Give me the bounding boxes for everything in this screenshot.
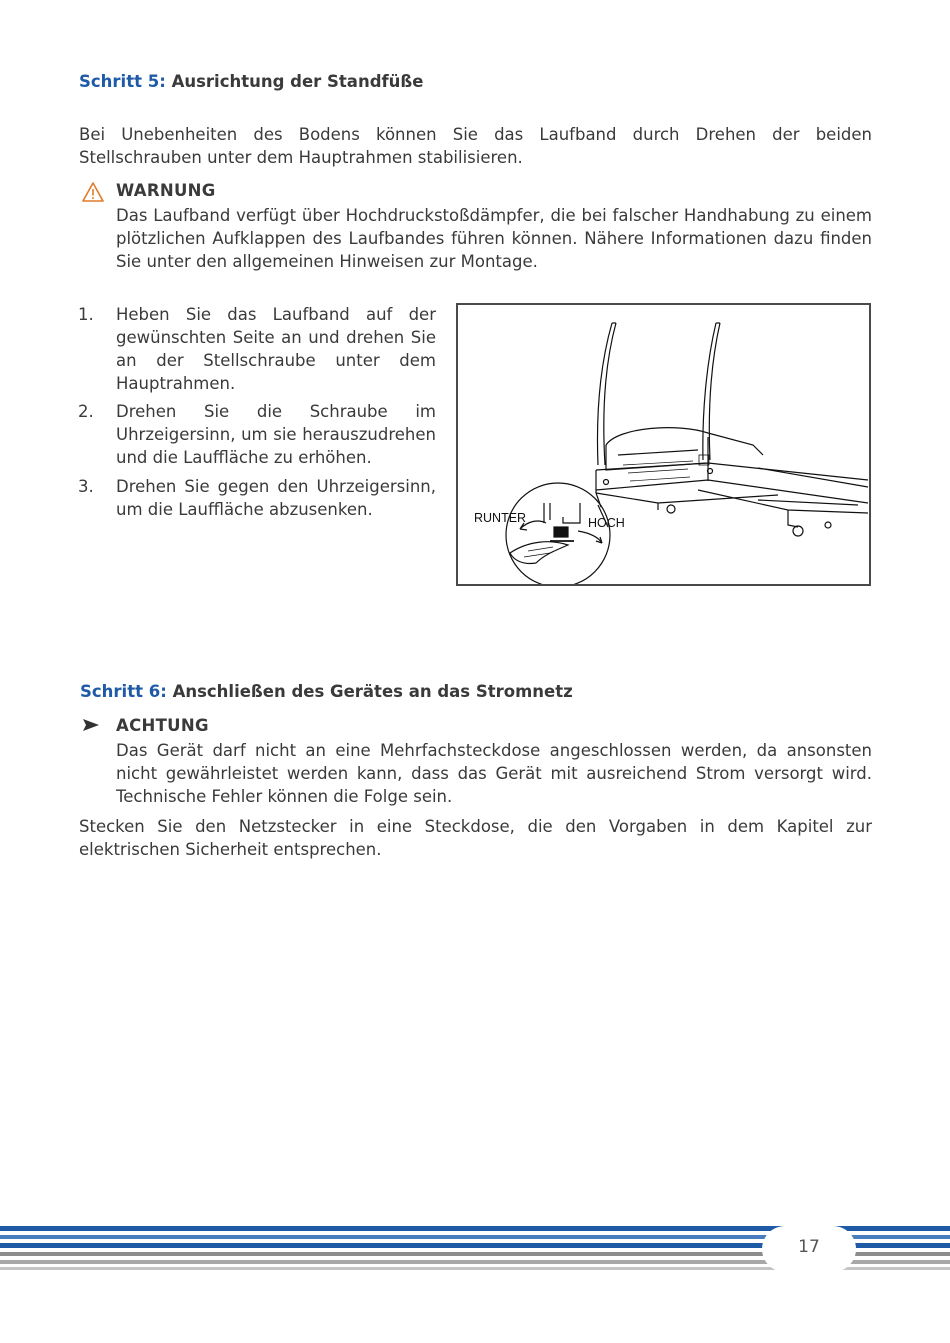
- list-item-number: 2.: [78, 402, 94, 421]
- warning-text: Das Laufband verfügt über Hochdruckstoßdämpfer, die bei falscher Handhabung zu einem plötzlichen Aufklappen des Laufbandes führen können. Nähere Informationen dazu finden Sie unter den allgemeinen Hinweisen zur Montage.: [116, 206, 872, 271]
- list-item: [78, 400, 436, 469]
- treadmill-foot-adjustment-figure: [456, 303, 871, 586]
- list-item: [78, 475, 436, 521]
- caution-title: ACHTUNG: [116, 716, 209, 735]
- step5-intro: Bei Unebenheiten des Bodens können Sie das Laufband durch Drehen der beiden Stellschrauben unter dem Hauptrahmen stabilisieren.: [79, 125, 872, 167]
- step6-label: Schritt 6:: [80, 682, 167, 701]
- list-item-number: 1.: [78, 305, 94, 324]
- list-item-number: 3.: [78, 477, 94, 496]
- warning-title: WARNUNG: [116, 181, 216, 200]
- step6-title: Anschließen des Gerätes an das Stromnetz: [172, 682, 573, 701]
- step5-title: Ausrichtung der Standfüße: [171, 72, 424, 91]
- treadmill-illustration: [458, 305, 869, 584]
- caution-text: Das Gerät darf nicht an eine Mehrfachsteckdose angeschlossen werden, da ansonsten nicht gewährleistet werden kann, dass das Gerät mit ausreichend Strom versorgt wird. Technische Fehler können die Folge sein.: [116, 741, 872, 806]
- caution-arrow-icon: [82, 717, 100, 731]
- list-item: [78, 303, 436, 395]
- label-hoch: HOCH: [588, 516, 625, 530]
- list-item-text: Drehen Sie gegen den Uhrzeigersinn, um die Lauffläche abzusenken.: [116, 477, 436, 519]
- page-number: 17: [798, 1237, 820, 1257]
- list-item-text: Drehen Sie die Schraube im Uhrzeigersinn, um sie herauszudrehen und die Lauffläche zu erhöhen.: [116, 402, 436, 467]
- step5-label: Schritt 5:: [79, 72, 166, 91]
- step5-heading: [79, 72, 424, 91]
- step6-heading: [80, 682, 573, 701]
- label-runter: RUNTER: [474, 511, 527, 525]
- list-item-text: Heben Sie das Laufband auf der gewünschten Seite an und drehen Sie an der Stellschraube unter dem Hauptrahmen.: [116, 305, 436, 393]
- step6-body: Stecken Sie den Netzstecker in eine Steckdose, die den Vorgaben in dem Kapitel zur elektrischen Sicherheit entsprechen.: [79, 817, 872, 859]
- warning-triangle-icon: [82, 181, 104, 203]
